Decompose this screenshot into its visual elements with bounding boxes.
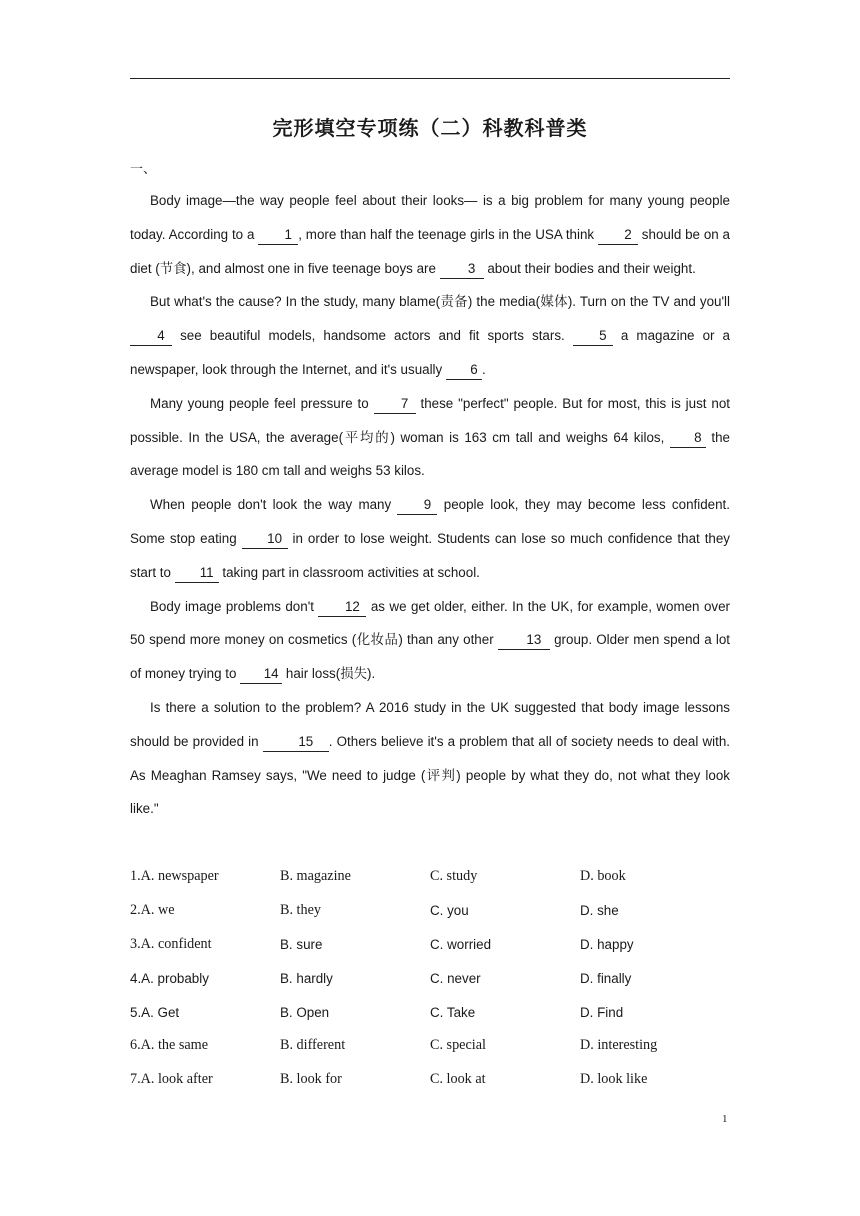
option-c: C. study (430, 868, 478, 885)
blank-1: 1 (258, 226, 298, 245)
option-b: B. they (280, 902, 321, 919)
page-title: 完形填空专项练（二）科教科普类 (272, 116, 588, 140)
passage-text: group. Older men spend a lot of money trying to (130, 632, 730, 682)
blank-4: 4 (130, 327, 172, 346)
passage-text: Is there a solution to the problem? A 2016 study in the UK suggested that body image lessons should be provided in (130, 699, 730, 749)
option-row-3 (130, 928, 730, 962)
option-a: 5.A. Get (130, 1004, 180, 1020)
passage-text: Many young people feel pressure to (150, 395, 374, 411)
option-b: B. Open (280, 1004, 330, 1020)
option-c: C. Take (430, 1004, 476, 1020)
passage-text: people look, they may become less confident. Some stop eating (130, 497, 731, 546)
option-b: B. hardly (280, 970, 333, 986)
passage-text: in order to lose weight. Students can lose so much confidence that they start to (130, 530, 730, 580)
passage-text: about their bodies and their weight. (483, 260, 696, 276)
option-a: 6.A. the same (130, 1037, 209, 1054)
option-c: C. worried (430, 936, 492, 952)
option-d: D. book (580, 868, 626, 885)
option-row-1 (130, 860, 730, 894)
blank-5: 5 (573, 327, 613, 346)
passage-text: . Others believe it's a problem that all of society needs to deal with. As Meaghan Ramsey says, "We need to judge (评判) people by what they do, not what they look like." (130, 733, 730, 817)
paragraph-3 (130, 387, 730, 488)
blank-14: 14 (240, 665, 282, 684)
option-row-5 (130, 995, 730, 1029)
passage-text: . (481, 361, 486, 377)
passage-text: Body image problems don't (150, 598, 319, 614)
option-a: 2.A. we (130, 902, 175, 919)
blank-15: 15 (263, 733, 329, 752)
option-b: B. different (280, 1037, 346, 1054)
option-d: D. happy (580, 936, 634, 952)
blank-13: 13 (498, 631, 550, 650)
section-label: 一、 (130, 162, 157, 177)
passage-text: taking part in classroom activities at school. (218, 564, 480, 580)
passage-text: , more than half the teenage girls in the USA think (298, 226, 598, 242)
option-row-2 (130, 894, 730, 928)
blank-12: 12 (318, 598, 366, 617)
passage-text: these "perfect" people. But for most, this is just not possible. In the USA, the average(平均的) woman is 163 cm tall and weighs 64 kilos, (130, 395, 731, 445)
blank-7: 7 (374, 395, 416, 414)
option-b: B. look for (280, 1071, 342, 1088)
cloze-passage (130, 184, 730, 826)
option-a: 1.A. newspaper (130, 868, 219, 885)
option-d: D. finally (580, 970, 632, 986)
paragraph-1 (130, 184, 730, 285)
passage-text: But what's the cause? In the study, many blame(责备) the media(媒体). Turn on the TV and you'll (150, 294, 730, 310)
passage-text: Body image—the way people feel about their looks— is a big problem for many young people today. According to a (130, 193, 730, 242)
passage-text: see beautiful models, handsome actors and fit sports stars. (172, 328, 573, 344)
page-number: 1 (722, 1113, 728, 1125)
passage-text: a magazine or a newspaper, look through the Internet, and it's usually (130, 328, 730, 377)
blank-10: 10 (242, 530, 288, 549)
option-d: D. interesting (580, 1037, 658, 1054)
option-c: C. look at (430, 1071, 486, 1088)
header-rule (130, 78, 730, 79)
blank-8: 8 (670, 429, 706, 448)
option-row-4 (130, 961, 730, 995)
option-b: B. magazine (280, 868, 351, 885)
passage-text: should be on a diet (节食), and almost one in five teenage boys are (130, 226, 730, 276)
blank-11: 11 (175, 564, 219, 583)
paragraph-5 (130, 590, 730, 691)
option-row-6 (130, 1029, 730, 1063)
option-c: C. you (430, 903, 469, 919)
option-c: C. special (430, 1037, 486, 1054)
option-a: 3.A. confident (130, 935, 212, 952)
blank-6: 6 (446, 361, 482, 380)
option-d: D. she (580, 903, 619, 919)
blank-3: 3 (440, 260, 484, 279)
option-a: 4.A. probably (130, 970, 209, 986)
passage-text: as we get older, either. In the UK, for example, women over 50 spend more money on cosmetics (化妆品) than any other (130, 598, 730, 648)
option-b: B. sure (280, 936, 323, 952)
paragraph-6 (130, 691, 730, 826)
blank-2: 2 (598, 226, 638, 245)
option-d: D. look like (580, 1071, 648, 1088)
passage-text: When people don't look the way many (150, 497, 398, 513)
paragraph-2 (130, 285, 730, 386)
answer-options (130, 860, 730, 1097)
passage-text: hair loss(损失). (282, 666, 376, 682)
blank-9: 9 (397, 496, 437, 515)
option-d: D. Find (580, 1004, 624, 1020)
passage-text: the average model is 180 cm tall and weighs 53 kilos. (130, 429, 730, 479)
option-a: 7.A. look after (130, 1071, 213, 1088)
paragraph-4 (130, 488, 730, 589)
option-row-7 (130, 1063, 730, 1097)
option-c: C. never (430, 970, 481, 986)
